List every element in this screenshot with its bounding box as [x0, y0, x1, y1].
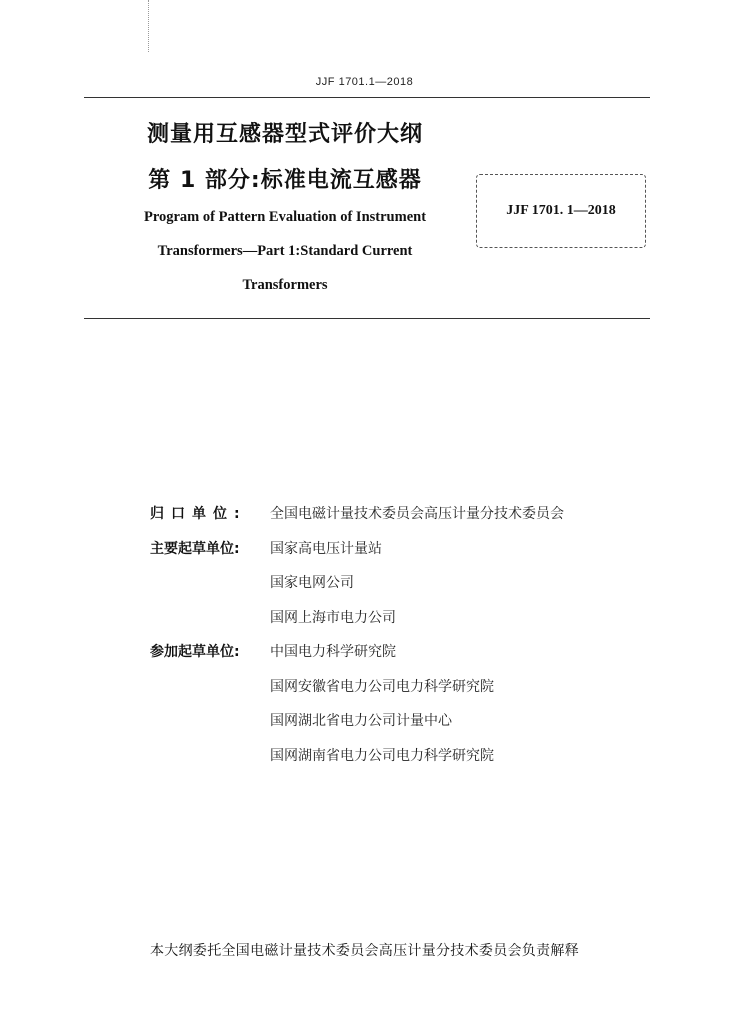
- main-drafting-item: 国家电网公司: [270, 575, 354, 591]
- responsible-unit-value: 全国电磁计量技术委员会高压计量分技术委员会: [270, 506, 564, 522]
- title-cn-line2: 第 1 部分:标准电流互感器: [148, 168, 422, 193]
- bottom-divider: [84, 318, 650, 319]
- standard-code-box-text: JJF 1701. 1—2018: [506, 203, 616, 218]
- responsible-unit-label: 归口单位:: [150, 506, 247, 522]
- organizations-block: [150, 503, 670, 779]
- main-drafting-item: 国网上海市电力公司: [270, 609, 396, 626]
- title-en-line2: Transformers—Part 1:Standard Current: [157, 243, 413, 259]
- scan-artifact: [148, 0, 155, 52]
- main-drafting-item: 国家高电压计量站: [270, 540, 382, 557]
- standard-code-box: [476, 174, 646, 248]
- title-en-line1: Program of Pattern Evaluation of Instrument: [143, 209, 427, 225]
- participating-row: [150, 710, 670, 745]
- top-divider: [84, 97, 650, 98]
- title-en-line3: Transformers: [242, 277, 328, 293]
- participating-item: 国网安徽省电力公司电力科学研究院: [270, 678, 494, 695]
- main-drafting-label: 主要起草单位:: [150, 540, 240, 557]
- main-drafting-row: [150, 607, 670, 642]
- header-standard-code: JJF 1701.1—2018: [315, 76, 414, 88]
- participating-row: [150, 641, 670, 676]
- participating-item: 国网湖北省电力公司计量中心: [270, 713, 452, 729]
- responsible-unit-row: [150, 503, 670, 538]
- participating-label: 参加起草单位:: [150, 644, 240, 660]
- participating-row: [150, 745, 670, 780]
- participating-row: [150, 676, 670, 711]
- title-cn-line1: 测量用互感器型式评价大纲: [146, 122, 423, 147]
- participating-item: 国网湖南省电力公司电力科学研究院: [270, 747, 494, 764]
- main-drafting-row: [150, 538, 670, 573]
- main-drafting-row: [150, 572, 670, 607]
- participating-item: 中国电力科学研究院: [270, 644, 396, 660]
- footer-interpretation-note: 本大纲委托全国电磁计量技术委员会高压计量分技术委员会负责解释: [150, 943, 579, 959]
